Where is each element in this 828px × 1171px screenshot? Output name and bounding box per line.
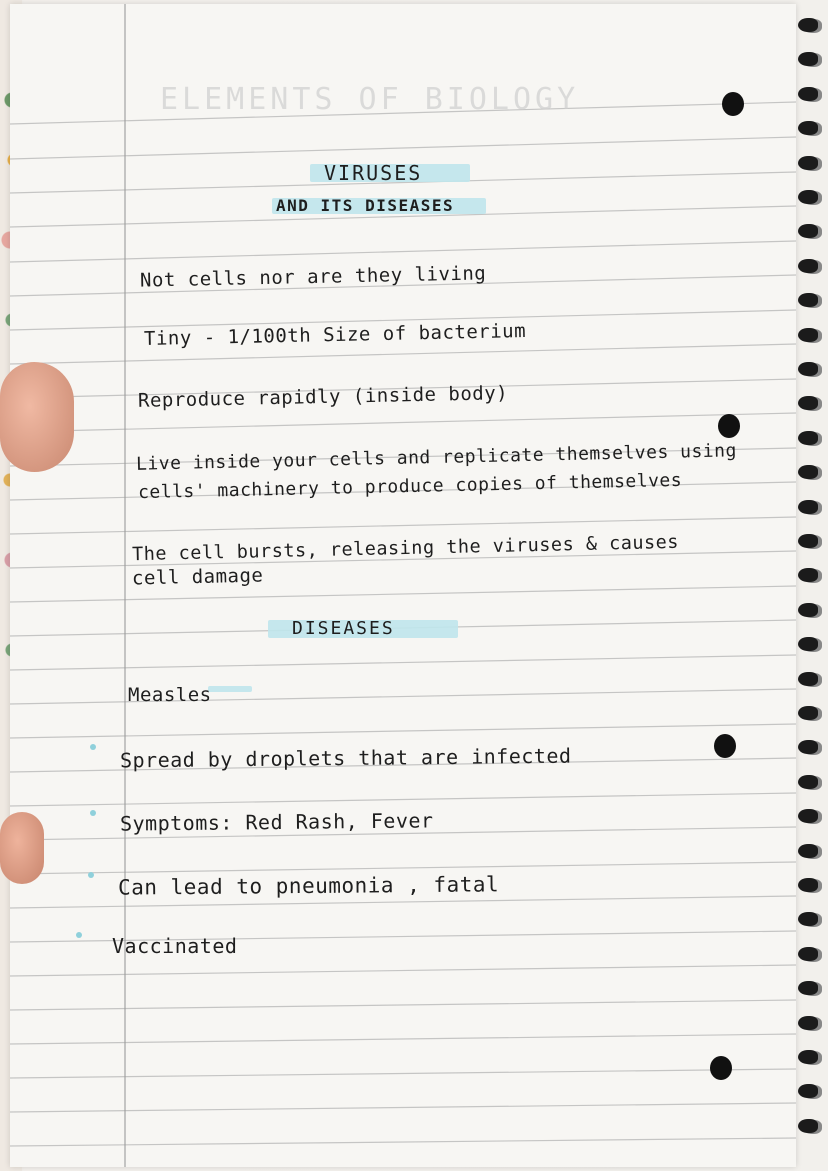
spiral-coil <box>798 1050 818 1064</box>
disease-point-2: Symptoms: Red Rash, Fever <box>119 808 434 836</box>
note-line-3: Reproduce rapidly (inside body) <box>137 382 509 412</box>
thumb-bottom <box>0 812 44 884</box>
note-line-4: Live inside your cells and replicate themselves using <box>135 440 738 475</box>
spiral-coil <box>798 18 818 32</box>
bullet-dot <box>88 872 94 878</box>
disease-point-3: Can lead to pneumonia , fatal <box>117 872 500 900</box>
spiral-coil <box>798 224 818 238</box>
spiral-coil <box>798 775 818 789</box>
spiral-coil <box>798 637 818 651</box>
spiral-coil <box>798 568 818 582</box>
spiral-coil <box>798 1016 818 1030</box>
spiral-coil <box>798 121 818 135</box>
punch-hole <box>718 414 740 438</box>
spiral-coil <box>798 981 818 995</box>
spiral-coil <box>798 87 818 101</box>
spiral-coil <box>798 878 818 892</box>
punch-hole <box>714 734 736 758</box>
spiral-coil <box>798 844 818 858</box>
diseases-heading: DISEASES <box>292 618 395 639</box>
spiral-coil <box>798 190 818 204</box>
thumb-top <box>0 362 74 472</box>
note-line-7: cell damage <box>131 564 264 590</box>
spiral-coil <box>798 1084 818 1098</box>
note-line-6: The cell bursts, releasing the viruses & causes <box>131 531 680 566</box>
spiral-coil <box>798 259 818 273</box>
bullet-dot <box>76 932 82 938</box>
faint-show-through-heading: ELEMENTS OF BIOLOGY <box>160 82 580 117</box>
spiral-coil <box>798 500 818 514</box>
spiral-coil <box>798 293 818 307</box>
spiral-coil <box>798 465 818 479</box>
note-line-1: Not cells nor are they living <box>139 262 487 292</box>
spiral-coil <box>798 740 818 754</box>
spiral-coil <box>798 706 818 720</box>
spiral-coil <box>798 396 818 410</box>
spiral-coil <box>798 672 818 686</box>
disease-name: Measles <box>128 684 212 706</box>
spiral-coil <box>798 912 818 926</box>
bullet-dot <box>90 810 96 816</box>
note-line-5: cells' machinery to produce copies of themselves <box>137 469 683 504</box>
note-line-2: Tiny - 1/100th Size of bacterium <box>143 320 527 350</box>
spiral-coil <box>798 603 818 617</box>
punch-hole <box>710 1056 732 1080</box>
spiral-coil <box>798 947 818 961</box>
spiral-coil <box>798 809 818 823</box>
spiral-coil <box>798 431 818 445</box>
bullet-dot <box>90 744 96 750</box>
spiral-coil <box>798 328 818 342</box>
spiral-binding <box>796 18 824 1153</box>
spiral-coil <box>798 362 818 376</box>
disease-name-highlight <box>208 686 252 692</box>
notebook-page <box>10 4 796 1167</box>
punch-hole <box>722 92 744 116</box>
page-subtitle: AND ITS DISEASES <box>276 196 455 215</box>
disease-point-1: Spread by droplets that are infected <box>119 743 572 773</box>
page-title: VIRUSES <box>324 161 423 185</box>
spiral-coil <box>798 52 818 66</box>
spiral-coil <box>798 1119 818 1133</box>
spiral-coil <box>798 156 818 170</box>
spiral-coil <box>798 534 818 548</box>
disease-point-4: Vaccinated <box>112 934 238 958</box>
margin-line <box>124 4 126 1167</box>
